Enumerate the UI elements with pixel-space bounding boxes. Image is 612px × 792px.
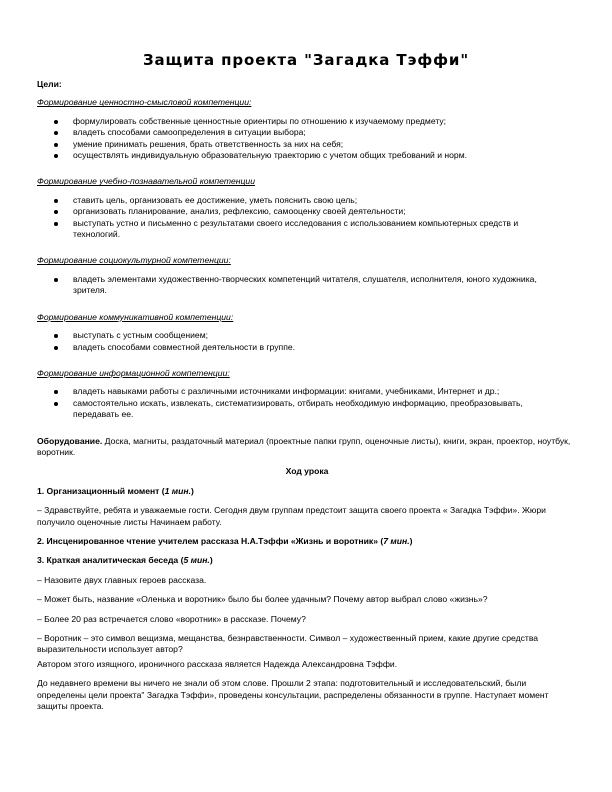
competence-section-cognitive (37, 176, 577, 240)
stage-1-text: – Здравствуйте, ребята и уважаемые гости. Сегодня двум группам предстоит защита своего проекта « Загадка Тэффи». Жюри получило оценочные листы Начинаем работу. (37, 505, 546, 527)
section-title: Формирование ценностно-смысловой компетенции: (37, 97, 252, 108)
page-title: Защита проекта "Загадка Тэффи" (142, 51, 470, 69)
question-1: – Назовите двух главных героев рассказа. (37, 574, 207, 585)
section-title: Формирование учебно-познавательной компетенции (37, 176, 255, 187)
question-3: – Более 20 раз встречается слово «воротник» в рассказе. Почему? (37, 613, 306, 624)
stage-time: 5 мин. (183, 555, 210, 566)
list-item-text: владеть элементами художественно-творческих компетенций читателя, слушателя, исполнителя, юного художника, зрителя. (73, 273, 537, 296)
section-title: Формирование информационной компетенции: (37, 367, 230, 378)
bullet-icon (54, 402, 58, 406)
author-paragraph: Автором этого изящного, ироничного рассказа является Надежда Александровна Тэффи. (37, 658, 398, 669)
stage-time-close: ) (209, 555, 213, 566)
stage-label: 2. Инсценированное чтение учителем рассказа Н.А.Тэффи «Жизнь и воротник» (37, 535, 378, 546)
competence-section-informational (37, 368, 577, 421)
competence-section-sociocultural (37, 255, 577, 296)
list-item (37, 330, 577, 341)
stage-2-heading (37, 536, 577, 547)
list-item-text: самостоятельно искать, извлекать, систематизировать, отбирать необходимую информацию, преобразовывать, передавать ее. (73, 397, 523, 420)
list-item (37, 386, 577, 397)
equipment-label: Оборудование. (37, 435, 103, 446)
bullet-list (37, 195, 577, 241)
list-item-text: ставить цель, организовать ее достижение, уметь пояснить свою цель; (73, 194, 358, 205)
list-item (37, 116, 577, 127)
bullet-list (37, 274, 577, 297)
competence-section-value (37, 97, 577, 161)
stage-time-close: ) (409, 535, 413, 546)
question-4: – Воротник – это символ вещизма, мещанства, безнравственности. Символ – художественный прием, какие другие средства выразительности использует автор? (37, 633, 539, 655)
list-item-text: владеть навыками работы с различными источниками информации: книгами, учебниками, Интернет и др.; (73, 386, 500, 397)
list-item-text: осуществлять индивидуальную образовательную траекторию с учетом общих требований и норм. (73, 150, 467, 161)
bullet-icon (54, 154, 58, 158)
bullet-list (37, 330, 577, 353)
final-paragraph: До недавнего времени вы ничего не знали об этом слове. Прошли 2 этапа: подготовительный и исследовательский, были определены цели проекта" Загадка Тэффи», проведены консультации, распределены обязанности в группе. Наступает момент защиты проекта. (37, 678, 549, 712)
bullet-icon (54, 346, 58, 350)
stage-time-open: ( (159, 485, 165, 496)
list-item (37, 206, 577, 217)
bullet-icon (54, 199, 58, 203)
lesson-heading: Ход урока (285, 466, 329, 477)
list-item (37, 195, 577, 206)
bullet-icon (54, 210, 58, 214)
bullet-icon (54, 390, 58, 394)
bullet-list (37, 116, 577, 162)
list-item (37, 342, 577, 353)
bullet-icon (54, 222, 58, 226)
list-item-text: выступать устно и письменно с результатами своего исследования с использованием компьютерных средств и технологий. (73, 217, 519, 240)
stage-time: 7 мин. (383, 535, 410, 546)
list-item (37, 218, 577, 241)
goals-label: Цели: (37, 79, 62, 89)
bullet-icon (54, 334, 58, 338)
list-item-text: владеть способами самоопределения в ситуации выбора; (73, 127, 306, 138)
list-item (37, 150, 577, 161)
list-item (37, 139, 577, 150)
bullet-icon (54, 143, 58, 147)
equipment-paragraph (37, 436, 577, 459)
list-item-text: выступать с устным сообщением; (73, 330, 208, 341)
stage-time-close: ) (191, 485, 194, 496)
stage-time-open: ( (378, 535, 384, 546)
document-body (37, 79, 577, 720)
stage-time: 1 мин. (164, 485, 191, 496)
bullet-icon (54, 120, 58, 124)
list-item (37, 274, 577, 297)
list-item-text: владеть способами совместной деятельности в группе. (73, 341, 296, 352)
section-title: Формирование социокультурной компетенции: (37, 255, 231, 266)
list-item (37, 127, 577, 138)
stage-label: 1. Организационный момент (37, 485, 160, 496)
list-item-text: организовать планирование, анализ, рефлексию, самооценку своей деятельности; (73, 206, 406, 217)
question-2: – Может быть, название «Оленька и воротник» было бы более удачным? Почему автор выбрал слово «жизнь»? (37, 594, 488, 605)
list-item (37, 398, 577, 421)
bullet-icon (54, 278, 58, 282)
stage-label: 3. Краткая аналитическая беседа (37, 555, 179, 566)
bullet-icon (54, 131, 58, 135)
list-item-text: умение принимать решения, брать ответственность за них на себя; (73, 138, 344, 149)
stage-1-heading (37, 486, 577, 497)
bullet-list (37, 386, 577, 420)
list-item-text: формулировать собственные ценностные ориентиры по отношению к изучаемому предмету; (73, 115, 447, 126)
stage-3-heading (37, 555, 577, 566)
competence-section-communicative (37, 312, 577, 353)
equipment-text: Доска, магниты, раздаточный материал (проектные папки групп, оценочные листы), книги, экран, проектор, ноутбук, воротник. (37, 435, 571, 457)
stage-time-open: ( (178, 555, 184, 566)
section-title: Формирование коммуникативной компетенции: (37, 311, 234, 322)
